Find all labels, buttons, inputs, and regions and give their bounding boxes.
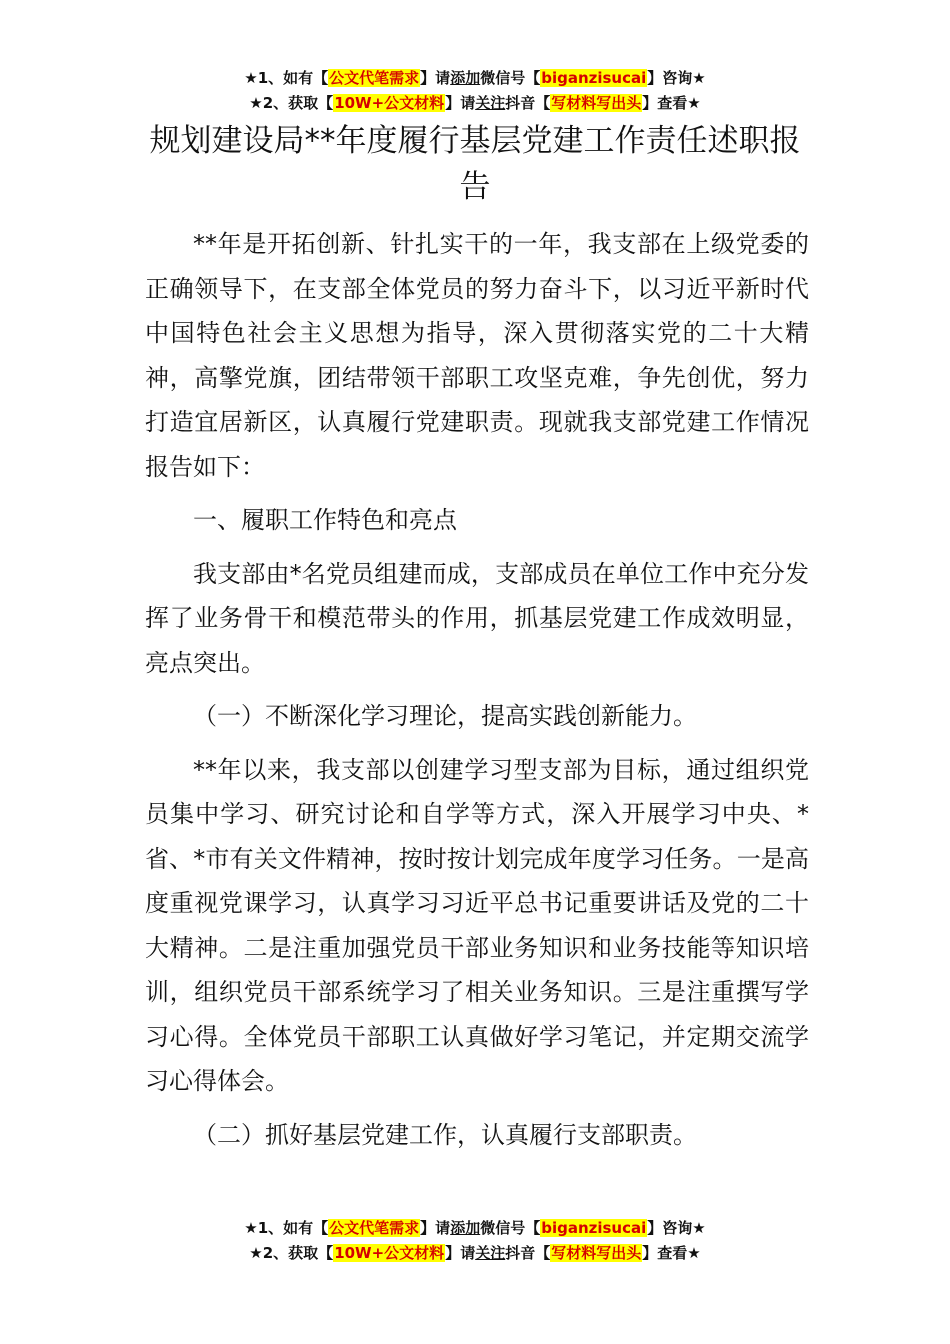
document-body [145,222,809,1166]
promo-text: 关注 [475,1244,506,1262]
paragraph: 我支部由*名党员组建而成，支部成员在单位工作中充分发挥了业务骨干和模范带头的作用，抓基层党建工作成效明显，亮点突出。 [145,559,809,677]
promo-banner-top [0,66,950,116]
promo-text: 抖音【 [505,1244,551,1262]
promo-text: 】请 [420,1219,451,1237]
promo-line-2 [0,1241,950,1266]
promo-text: 】请 [445,1244,476,1262]
document-title: 规划建设局**年度履行基层党建工作责任述职报告 [149,123,801,205]
promo-text: 】请 [420,69,451,87]
promo-text: 】咨询★ [647,1219,706,1237]
highlight-wechat-id: biganzisucai [541,1219,647,1237]
promo-line-1 [0,66,950,91]
subsection-heading-1: （一）不断深化学习理论，提高实践创新能力。 [193,702,697,730]
promo-text: 】请 [445,94,476,112]
promo-text: 微信号【 [480,1219,541,1237]
subsection-heading-2: （二）抓好基层党建工作，认真履行支部职责。 [193,1120,697,1149]
promo-text: 】咨询★ [647,69,706,87]
highlight-service: 公文代笔需求 [329,69,420,87]
promo-text: 微信号【 [480,69,541,87]
promo-banner-bottom [0,1216,950,1266]
highlight-materials: 10W+公文材料 [334,1244,445,1262]
promo-text: 添加 [450,1219,481,1237]
section-heading-1: 一、履职工作特色和亮点 [193,506,457,534]
promo-text: ★1、如有【 [244,69,329,87]
paragraph-intro: **年是开拓创新、针扎实干的一年，我支部在上级党委的正确领导下，在支部全体党员的努力奋斗下，以习近平新时代中国特色社会主义思想为指导，深入贯彻落实党的二十大精神，高擎党旗，团结带领干部职工攻坚克难，争先创优，努力打造宜居新区，认真履行党建职责。现就我支部党建工作情况报告如下： [145,230,809,481]
highlight-materials: 10W+公文材料 [334,94,445,112]
highlight-douyin: 写材料写出头 [551,1244,642,1262]
promo-text: 添加 [450,69,481,87]
promo-text: ★1、如有【 [244,1219,329,1237]
promo-text: 】查看★ [642,94,701,112]
promo-text: ★2、获取【 [249,94,334,112]
promo-line-1 [0,1216,950,1241]
paragraph: **年以来，我支部以创建学习型支部为目标，通过组织党员集中学习、研究讨论和自学等方式，深入开展学习中央、*省、*市有关文件精神，按时按计划完成年度学习任务。一是高度重视党课学习，认真学习习近平总书记重要讲话及党的二十大精神。二是注重加强党员干部业务知识和业务技能等知识培训，组织党员干部系统学习了相关业务知识。三是注重撰写学习心得。全体党员干部职工认真做好学习笔记，并定期交流学习心得体会。 [145,755,809,1095]
promo-text: 抖音【 [505,94,551,112]
highlight-service: 公文代笔需求 [329,1219,420,1237]
highlight-douyin: 写材料写出头 [551,94,642,112]
promo-text: ★2、获取【 [249,1244,334,1262]
highlight-wechat-id: biganzisucai [541,69,647,87]
promo-line-2 [0,91,950,116]
promo-text: 关注 [475,94,506,112]
promo-text: 】查看★ [642,1244,701,1262]
